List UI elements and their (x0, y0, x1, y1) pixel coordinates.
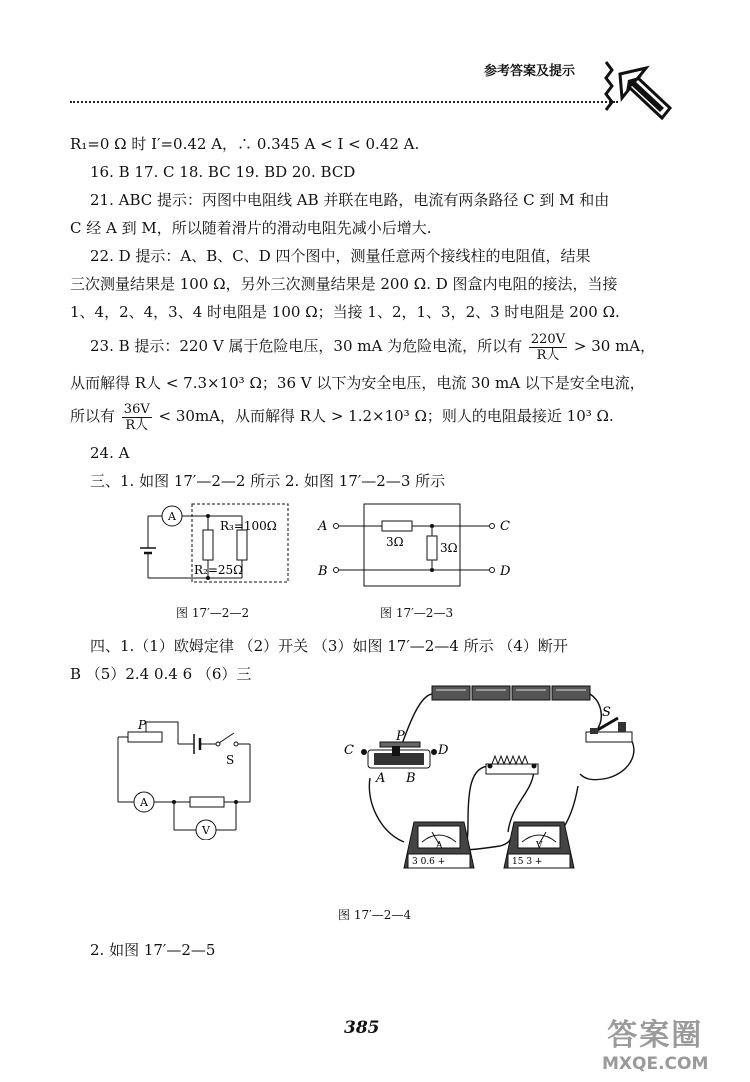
voltmeter-unit-label: V (536, 841, 543, 851)
slider-p-label: P (396, 729, 405, 744)
terminal-c-label: C (344, 743, 354, 758)
text-fragment: 23. B 提示：220 V 属于危险电压，30 mA 为危险电流，所以有 (90, 337, 523, 355)
voltmeter-scale-label: 15 3 + (512, 857, 543, 867)
terminal-d-label: D (500, 564, 511, 579)
circuit-diagram-small (110, 718, 260, 840)
text-line: 从而解得 R人 < 7.3×10³ Ω；36 V 以下为安全电压，电流 30 mA 以下是安全电流， (70, 374, 645, 392)
fraction-numerator: 36V (123, 401, 150, 417)
ammeter-unit-label: A (436, 841, 443, 851)
switch-s-label: S (226, 753, 235, 767)
text-line: R₁=0 Ω 时 I′=0.42 A，∴ 0.345 A < I < 0.42 A. (70, 135, 420, 153)
header-arrow-icon (598, 58, 680, 130)
text-line (70, 398, 614, 434)
answer-line: 24. A (90, 444, 130, 462)
answer-line (90, 328, 655, 364)
ammeter-label: A (168, 510, 176, 523)
terminal-c-label: C (500, 519, 510, 534)
answer-line: 四、1.（1）欧姆定律 （2）开关 （3）如图 17′—2—4 所示 （4）断开 (90, 637, 568, 655)
text-fragment: > 30 mA， (573, 337, 656, 355)
battery-pack-icon (432, 686, 590, 700)
figure-caption: 图 17′—2—3 (380, 606, 454, 620)
answer-line: 16. B 17. C 18. BC 19. BD 20. BCD (90, 163, 356, 181)
terminal-d-label: D (438, 743, 449, 758)
terminal-b-label: B (318, 564, 328, 579)
answer-line: 三、1. 如图 17′—2—2 所示 2. 如图 17′—2—3 所示 (90, 472, 446, 490)
text-line: 1、4，2、4，3、4 时电阻是 100 Ω；当接 1、2，1、3，2、3 时电阻是 200 Ω. (70, 303, 620, 321)
fraction-denominator: R人 (536, 347, 560, 363)
ammeter-scale-label: 3 0.6 + (412, 857, 446, 867)
header-divider (70, 101, 618, 103)
fraction (122, 402, 152, 433)
figure-caption: 图 17′—2—4 (338, 908, 412, 922)
fraction-denominator: R人 (125, 417, 149, 433)
resistor-icon (486, 756, 538, 774)
terminal-a-label: A (318, 519, 328, 534)
slider-p-label: P (138, 718, 147, 732)
text-fragment: 所以有 (70, 407, 116, 425)
terminal-a-label: A (376, 771, 386, 786)
watermark-logo-text: 答案圈 (607, 1018, 704, 1053)
terminal-b-label: B (406, 771, 416, 786)
text-line: C 经 A 到 M，所以随着滑片的滑动电阻先减小后增大. (70, 219, 432, 237)
watermark-domain: MXQE.COM (602, 1054, 709, 1074)
resistor-r2-label: R₂=25Ω (194, 563, 244, 577)
header-title: 参考答案及提示 (484, 64, 576, 79)
resistor-r3-label: R₃=100Ω (220, 519, 277, 533)
apparatus-figure-17-2-4 (340, 682, 660, 882)
resistor-top-label: 3Ω (386, 535, 404, 549)
circuit-figure-17-2-3 (316, 500, 516, 590)
answer-line: 22. D 提示：A、B、C、D 四个图中，测量任意两个接线柱的电阻值，结果 (90, 247, 591, 265)
watermark (602, 1010, 708, 1074)
fraction-numerator: 220V (530, 331, 566, 347)
text-line: 三次测量结果是 100 Ω，另外三次测量结果是 200 Ω. D 图盒内电阻的接法，当接 (70, 275, 618, 293)
text-fragment: < 30mA，从而解得 R人 > 1.2×10³ Ω；则人的电阻最接近 10³ Ω. (158, 407, 614, 425)
circuit-figure-17-2-2 (130, 500, 300, 592)
rheostat-icon (361, 742, 437, 768)
resistor-right-label: 3Ω (440, 541, 458, 555)
figure-caption: 图 17′—2—2 (176, 606, 250, 620)
answer-line: 21. ABC 提示：丙图中电阻线 AB 并联在电路，电流有两条路径 C 到 M 和由 (90, 191, 610, 209)
knife-switch-icon (586, 718, 632, 742)
fraction (529, 332, 567, 363)
voltmeter-label: V (202, 824, 210, 837)
page-number: 385 (344, 1018, 380, 1038)
switch-s-label: S (602, 705, 611, 720)
text-line: B （5）2.4 0.4 6 （6）三 (70, 665, 252, 683)
ammeter-label: A (140, 796, 148, 809)
answer-line: 2. 如图 17′—2—5 (90, 941, 216, 959)
